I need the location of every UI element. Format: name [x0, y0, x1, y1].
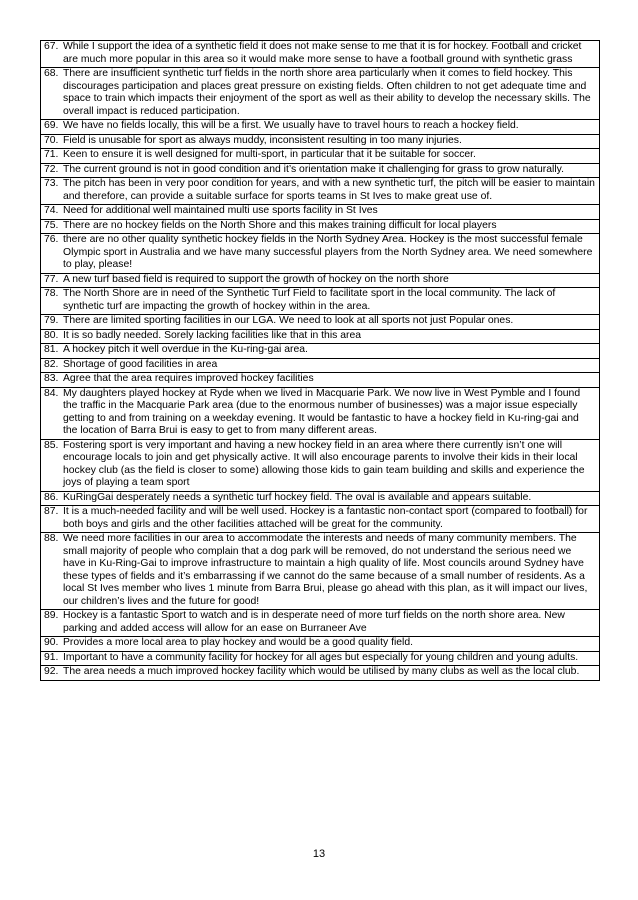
comment-entry — [44, 344, 596, 357]
comment-text: There are limited sporting facilities in our LGA. We need to look at all sports not just Popular ones. — [63, 315, 514, 326]
comment-row — [41, 666, 600, 681]
comment-row — [41, 506, 600, 533]
comment-entry — [44, 205, 596, 218]
comment-number: 69. — [44, 120, 59, 131]
comment-row — [41, 149, 600, 164]
comment-cell — [41, 329, 600, 344]
comment-entry — [44, 220, 596, 233]
comment-text: A hockey pitch it well overdue in the Ku-ring-gai area. — [63, 344, 308, 355]
comment-text: The pitch has been in very poor condition for years, and with a new synthetic turf, the pitch will be easier to maintain and therefore, can provide a suitable surface for sports teams in St Ives to make great use of. — [63, 178, 595, 202]
comment-cell — [41, 288, 600, 315]
comment-number: 85. — [44, 439, 59, 451]
comment-row — [41, 533, 600, 610]
comment-text: A new turf based field is required to support the growth of hockey on the north shore — [63, 273, 449, 285]
comment-row — [41, 651, 600, 666]
comment-number: 68. — [44, 68, 59, 79]
comment-entry — [44, 164, 596, 177]
comment-number: 71. — [44, 149, 59, 160]
comment-cell — [41, 637, 600, 652]
comment-cell — [41, 651, 600, 666]
comment-entry — [44, 373, 596, 386]
comment-row — [41, 358, 600, 373]
comment-entry — [44, 315, 596, 328]
comment-number: 79. — [44, 315, 59, 326]
comment-entry — [44, 610, 596, 635]
comment-row — [41, 329, 600, 344]
comment-row — [41, 273, 600, 288]
comment-entry — [44, 274, 596, 287]
comment-row — [41, 234, 600, 274]
comment-text: We need more facilities in our area to accommodate the interests and needs of many community members. The small majority of people who complain that a dog park will be removed, do not understand the serious need we have in Ku-Ring-Gai to improve infrastructure to maintain a high quality of life. Most councils around Sydney have these types of fields and it’s embarrassing if we cannot do the same because of a small number of residents. As a local St Ives member who lives 1 minute from Barra Brui, please go ahead with this plan, as it will impact our lives, our children’s lives and the future for good! — [63, 533, 588, 607]
comment-entry — [44, 359, 596, 372]
comment-cell — [41, 41, 600, 68]
comment-number: 89. — [44, 610, 59, 621]
comment-text: Keen to ensure it is well designed for multi-sport, in particular that it be suitable for soccer. — [63, 149, 476, 160]
comment-row — [41, 134, 600, 149]
comment-row — [41, 315, 600, 330]
comment-row — [41, 68, 600, 120]
comment-text: It is so badly needed. Sorely lacking facilities like that in this area — [63, 329, 362, 341]
comment-number: 90. — [44, 637, 59, 648]
comment-text: KuRingGai desperately needs a synthetic turf hockey field. The oval is available and appears suitable. — [63, 491, 532, 503]
comment-row — [41, 387, 600, 439]
comment-number: 75. — [44, 219, 59, 231]
page-number: 13 — [312, 848, 326, 860]
comment-entry — [44, 234, 596, 272]
comment-entry — [44, 120, 596, 133]
comment-number: 80. — [44, 329, 59, 341]
comment-text: there are no other quality synthetic hockey fields in the North Sydney Area. Hockey is the most successful female Olympic sport in Australia and we have many successful players from the North Sydney area. We need somewhere to play, please! — [63, 234, 593, 270]
comment-number: 84. — [44, 387, 59, 399]
comment-entry — [44, 178, 596, 203]
comment-number: 73. — [44, 178, 59, 189]
comment-text: The area needs a much improved hockey facility which would be utilised by many clubs as well as the local club. — [63, 666, 580, 677]
comment-text: Provides a more local area to play hockey and would be a good quality field. — [63, 637, 414, 648]
comment-row — [41, 41, 600, 68]
comment-cell — [41, 120, 600, 135]
comment-text: Need for additional well maintained multi use sports facility in St Ives — [63, 205, 378, 216]
comment-text: While I support the idea of a synthetic field it does not make sense to me that it is for hockey. Football and cricket are much more popular in this area so it would make more sense to have a football ground with synthetic grass — [63, 41, 582, 65]
comment-cell — [41, 387, 600, 439]
comment-cell — [41, 358, 600, 373]
comment-entry — [44, 666, 596, 679]
comment-entry — [44, 440, 596, 490]
comment-row — [41, 219, 600, 234]
comment-row — [41, 373, 600, 388]
comment-cell — [41, 344, 600, 359]
comment-number: 74. — [44, 205, 59, 216]
comment-row — [41, 439, 600, 491]
comment-text: There are no hockey fields on the North Shore and this makes training difficult for local players — [63, 219, 497, 231]
comment-row — [41, 491, 600, 506]
comment-cell — [41, 219, 600, 234]
comment-cell — [41, 178, 600, 205]
comment-number: 67. — [44, 41, 59, 52]
comment-number: 72. — [44, 163, 59, 175]
comment-text: Important to have a community facility for hockey for all ages but especially for young children and young adults. — [63, 651, 579, 663]
comment-number: 87. — [44, 506, 59, 517]
comment-row — [41, 163, 600, 178]
comment-entry — [44, 41, 596, 66]
comment-number: 91. — [44, 651, 59, 663]
comment-number: 82. — [44, 358, 59, 370]
comment-row — [41, 205, 600, 220]
comment-entry — [44, 68, 596, 118]
comment-text: The current ground is not in good condition and it’s orientation make it challenging for grass to grow naturally. — [63, 163, 564, 175]
comment-row — [41, 178, 600, 205]
comment-cell — [41, 273, 600, 288]
comment-text: My daughters played hockey at Ryde when we lived in Macquarie Park. We now live in West Pymble and I found the traffic in the Macquarie Park area (due to the enormous number of businesses) was a major issue especially getting to and from training on a weekday evening. It would be fantastic to have a hockey field in Ku-ring-gai and the location of Barra Brui is easy to get to from many different areas. — [63, 387, 581, 436]
comment-entry — [44, 288, 596, 313]
comment-text: Agree that the area requires improved hockey facilities — [63, 373, 314, 384]
comment-text: There are insufficient synthetic turf fields in the north shore area particularly when it comes to field hockey. This discourages participation and places great pressure on existing fields. Often children to not get adequate time and space to train which impacts their enjoyment of the sport as well as their ability to develop the necessary skills. The overall impact is reduced participation. — [63, 68, 591, 117]
comment-text: Field is unusable for sport as always muddy, inconsistent resulting in too many injuries. — [63, 134, 462, 146]
comment-number: 76. — [44, 234, 59, 245]
comments-table-body — [41, 41, 600, 681]
comment-text: Shortage of good facilities in area — [63, 358, 218, 370]
comment-row — [41, 610, 600, 637]
comment-cell — [41, 533, 600, 610]
comment-cell — [41, 506, 600, 533]
comment-number: 78. — [44, 288, 59, 299]
comment-entry — [44, 149, 596, 162]
comment-number: 83. — [44, 373, 59, 384]
comment-entry — [44, 135, 596, 148]
comment-text: Fostering sport is very important and having a new hockey field in an area where there currently isn’t one will encourage locals to join and get physically active. It will also encourage parents to involve their kids in their local hockey club (as the field is closer to some) allowing those kids to gain team building and skills and experience the joys of playing a team sport — [63, 439, 585, 488]
comment-cell — [41, 610, 600, 637]
comment-row — [41, 120, 600, 135]
comment-cell — [41, 205, 600, 220]
comment-cell — [41, 149, 600, 164]
comment-number: 88. — [44, 533, 59, 544]
comment-text: Hockey is a fantastic Sport to watch and is in desperate need of more turf fields on the north shore area. New parking and added access will allow for an ease on Burraneer Ave — [63, 610, 565, 634]
comment-number: 92. — [44, 666, 59, 677]
comment-cell — [41, 68, 600, 120]
comment-cell — [41, 439, 600, 491]
comment-number: 70. — [44, 134, 59, 146]
comment-number: 81. — [44, 344, 59, 355]
comment-number: 77. — [44, 273, 59, 285]
comment-cell — [41, 134, 600, 149]
comment-number: 86. — [44, 491, 59, 503]
comment-cell — [41, 315, 600, 330]
comment-cell — [41, 491, 600, 506]
comment-entry — [44, 388, 596, 438]
comment-entry — [44, 652, 596, 665]
comment-entry — [44, 492, 596, 505]
comment-text: The North Shore are in need of the Synthetic Turf Field to facilitate sport in the local community. The lack of synthetic turf are impacting the growth of hockey within in the area. — [63, 288, 556, 312]
comment-cell — [41, 666, 600, 681]
comment-entry — [44, 330, 596, 343]
comment-cell — [41, 163, 600, 178]
comment-text: It is a much-needed facility and will be well used. Hockey is a fantastic non-contact sport (compared to football) for both boys and girls and the other facilities attached will be great for the community. — [63, 506, 588, 530]
comment-entry — [44, 637, 596, 650]
comment-row — [41, 344, 600, 359]
comment-cell — [41, 373, 600, 388]
comment-cell — [41, 234, 600, 274]
comment-row — [41, 637, 600, 652]
comment-text: We have no fields locally, this will be a first. We usually have to travel hours to reach a hockey field. — [63, 120, 519, 131]
comment-row — [41, 288, 600, 315]
comment-entry — [44, 506, 596, 531]
comments-table — [40, 40, 600, 681]
comment-entry — [44, 533, 596, 608]
